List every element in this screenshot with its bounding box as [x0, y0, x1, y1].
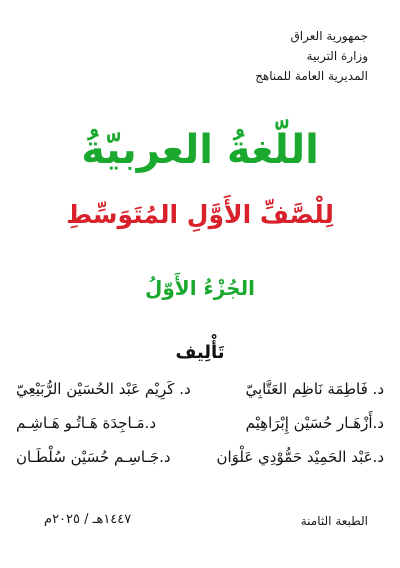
author-name: د.عَبْد الحَمِيْد حَمُّوْدِي عَلْوَان: [216, 448, 384, 466]
author-row: [16, 372, 384, 406]
author-row: [16, 406, 384, 440]
book-grade: لِلْصَّفِّ الأَوَّلِ المُتَوَسِّطِ: [66, 200, 334, 229]
edition-label: الطبعة الثامنة: [300, 514, 368, 528]
authorship-label: تَأْلِيف: [175, 342, 225, 363]
author-row: [16, 440, 384, 474]
book-part: الجُزْءُ الأَوّلُ: [145, 276, 255, 300]
book-title: اللّغةُ العربيّةُ: [81, 127, 319, 173]
author-name: د.أَزْهَـار حُسَيْن إِبْرَاهِيْم: [245, 414, 384, 432]
issuing-authority: [255, 26, 368, 86]
author-name: د.مَـاجِدَة هَـاتُـو هَـاشِـم: [16, 414, 157, 432]
authority-directorate: المديرية العامة للمناهج: [255, 69, 368, 83]
author-name: د. كَرِيْم عَبْد الحُسَيْن الرُّبَيْعِيّ: [16, 380, 191, 398]
author-list: [16, 372, 384, 474]
authority-ministry: وزارة التربية: [306, 49, 368, 63]
author-name: د.جَـاسِـم حُسَيْن سُلْطَـان: [16, 448, 171, 466]
publication-year: ١٤٤٧هـ / ٢٠٢٥م: [44, 512, 132, 527]
author-name: د. فَاطِمَة نَاظِم العَتَّابِيّ: [245, 380, 384, 398]
authority-republic: جمهورية العراق: [290, 29, 368, 43]
